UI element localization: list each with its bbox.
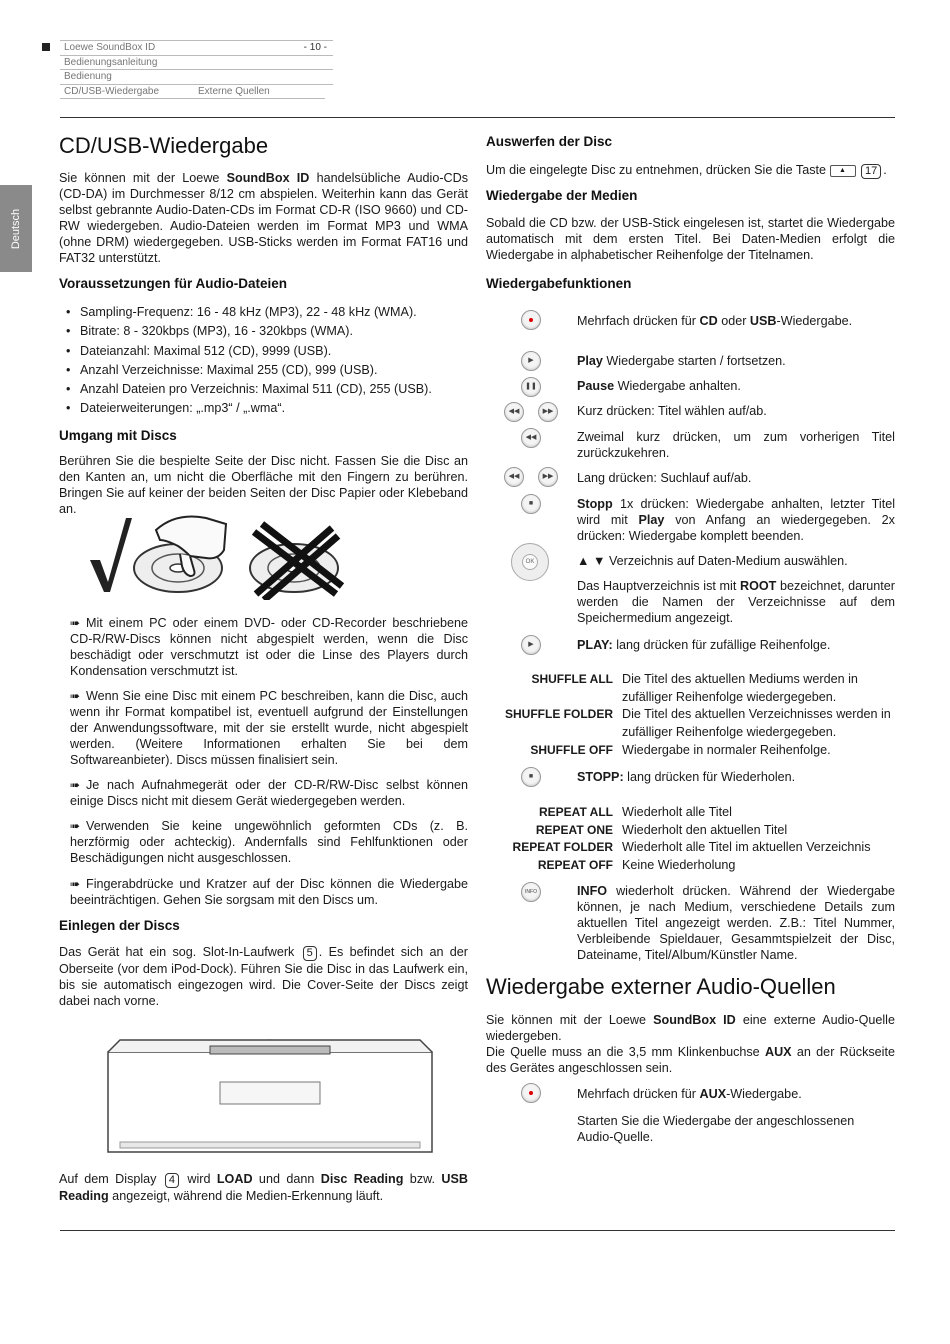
- list-item: • Sampling-Frequenz: 16 - 48 kHz (MP3), 22 - 48 kHz (WMA).: [60, 303, 468, 322]
- breadcrumb-external: Externe Quellen: [198, 86, 270, 97]
- fast-forward-button-icon: ▶▶: [538, 467, 558, 487]
- language-tab: [0, 185, 32, 272]
- play-button-icon: ▶: [521, 635, 541, 655]
- device-slot-illustration: [100, 1012, 440, 1162]
- rewind-button-icon: ◀◀: [504, 467, 524, 487]
- page-number: - 10 -: [303, 42, 327, 53]
- repeat-all-value: Wiederholt alle Titel: [622, 805, 732, 819]
- arrow-up-down-icon: ▲ ▼: [577, 554, 606, 568]
- repeat-folder-value: Wiederholt alle Titel im aktuellen Verzeichnis: [622, 840, 871, 854]
- functions-heading: Wiedergabefunktionen: [486, 276, 632, 291]
- arrow-icon: ➠: [70, 616, 81, 630]
- func-shuffle: PLAY: lang drücken für zufällige Reihenfolge.: [577, 638, 831, 652]
- display-paragraph: Auf dem Display 4 wird LOAD und dann Disc Reading bzw. USB Reading angezeigt, während die Medien-Erkennung läuft.: [59, 1172, 468, 1203]
- callout-number: 4: [165, 1173, 179, 1188]
- func-aux: Mehrfach drücken für AUX-Wiedergabe.: [577, 1087, 802, 1101]
- eject-heading: Auswerfen der Disc: [486, 134, 613, 149]
- repeat-off-value: Keine Wiederholung: [622, 858, 736, 872]
- source-button-icon: [521, 1083, 541, 1103]
- breadcrumb-cd-usb: CD/USB-Wiedergabe: [64, 86, 160, 97]
- info-button-icon: INFO: [521, 882, 541, 902]
- shuffle-folder-key: SHUFFLE FOLDER: [505, 707, 613, 721]
- repeat-one-key: REPEAT ONE: [535, 823, 613, 837]
- section-title-external: Wiedergabe externer Audio-Quellen: [486, 974, 836, 999]
- func-stop: Stopp 1x drücken: Wiedergabe anhalten, letzter Titel wird mit Play von Anfang an wiedergegeben. 2x drücken: Wiedergabe komplett beenden.: [577, 497, 895, 543]
- shuffle-all-value: Die Titel des aktuellen Mediums werden in zufälliger Reihenfolge wiedergegeben.: [622, 672, 858, 704]
- func-repeat: STOPP: lang drücken für Wiederholen.: [577, 770, 796, 784]
- func-previous: Zweimal kurz drücken, um zum vorherigen Titel zurückzukehren.: [577, 430, 895, 460]
- section-title-cd-usb: CD/USB-Wiedergabe: [59, 133, 269, 158]
- external-paragraph-1: Sie können mit der Loewe SoundBox ID eine externe Audio-Quelle wiedergeben.: [486, 1013, 895, 1043]
- list-item: • Dateianzahl: Maximal 512 (CD), 9999 (USB).: [60, 342, 468, 361]
- media-heading: Wiedergabe der Medien: [486, 188, 638, 203]
- repeat-folder-key: REPEAT FOLDER: [512, 840, 613, 854]
- pause-button-icon: ❚❚: [521, 377, 541, 397]
- list-item: • Anzahl Verzeichnisse: Maximal 255 (CD), 999 (USB).: [60, 361, 468, 380]
- func-search: Lang drücken: Suchlauf auf/ab.: [577, 471, 752, 485]
- header-square-marker: [42, 43, 50, 51]
- insert-heading: Einlegen der Discs: [59, 918, 180, 933]
- arrow-icon: ➠: [70, 819, 81, 833]
- eject-paragraph: Um die eingelegte Disc zu entnehmen, drücken Sie die Taste ▲ 17 .: [486, 163, 887, 177]
- shuffle-all-key: SHUFFLE ALL: [531, 672, 613, 686]
- list-item: • Anzahl Dateien pro Verzeichnis: Maximal 511 (CD), 255 (USB).: [60, 380, 468, 399]
- func-pause: Pause Wiedergabe anhalten.: [577, 379, 741, 393]
- note-2: ➠ Wenn Sie eine Disc mit einem PC beschreiben, kann die Disc, auch wenn ihr Format kompatibel ist, eventuell aufgrund der Einstellungen der Anwendungssoftware, mit der sie erstellt wurde, nicht abgespielt werden. (Weitere Informationen erhalten Sie bei dem Softwareanbieter). Discs müssen finalisiert sein.: [70, 689, 468, 767]
- requirements-heading: Voraussetzungen für Audio-Dateien: [59, 276, 288, 291]
- previous-button-icon: ◀◀: [504, 402, 524, 422]
- func-root: Das Hauptverzeichnis ist mit ROOT bezeichnet, darunter werden die Namen der Verzeichnisse auf dem Speichermedium angezeigt.: [577, 579, 895, 625]
- media-paragraph: Sobald die CD bzw. der USB-Stick eingelesen ist, startet die Wiedergabe automatisch mit dem ersten Titel. Bei Daten-Medien erfolgt die Wiedergabe in alphabetischer Reihenfolge der Titelnamen.: [486, 216, 895, 262]
- callout-number: 5: [303, 946, 317, 961]
- intro-paragraph: Sie können mit der Loewe SoundBox ID handelsübliche Audio-CDs (CD-DA) im Durchmesser 8/12 cm abspielen. Weiterhin kann das Gerät selbst gebrannte Audio-Daten-CDs im Format CD-R (ISO 9660) und CD-RW wiedergeben. Audio-Dateien werden im Format MP3 und WMA (ohne DRM) wiedergegeben. USB-Sticks werden im Format FAT16 und FAT32 unterstützt.: [59, 171, 469, 265]
- func-skip: Kurz drücken: Titel wählen auf/ab.: [577, 404, 767, 418]
- repeat-all-key: REPEAT ALL: [539, 805, 613, 819]
- header-bottom-line: [60, 98, 325, 99]
- discs-heading: Umgang mit Discs: [59, 428, 177, 443]
- eject-key-icon: ▲: [830, 165, 856, 177]
- external-paragraph-2: Die Quelle muss an die 3,5 mm Klinkenbuchse AUX an der Rückseite des Gerätes angeschlossen sein.: [486, 1045, 895, 1075]
- top-rule: [60, 117, 895, 118]
- list-item: • Dateierweiterungen: „.mp3“ / „.wma“.: [60, 399, 468, 418]
- func-folder: ▲ ▼ Verzeichnis auf Daten-Medium auswählen.: [577, 554, 848, 568]
- header-breadcrumb: [60, 84, 333, 99]
- shuffle-folder-value: Die Titel des aktuellen Verzeichnisses werden in zufälliger Reihenfolge wiedergegeben.: [622, 707, 891, 739]
- previous-button-icon: ◀◀: [521, 428, 541, 448]
- note-3: ➠ Je nach Aufnahmegerät oder der CD-R/RW-Disc selbst können einige Discs nicht mit diesem Gerät wiedergegeben werden.: [70, 778, 468, 808]
- note-5: ➠ Fingerabdrücke und Kratzer auf der Disc können die Wiedergabe beeinträchtigen. Gehen Sie sorgsam mit den Discs um.: [70, 877, 468, 907]
- header-section: Bedienung: [60, 69, 333, 84]
- header-product-name: Loewe SoundBox ID: [64, 42, 156, 53]
- insert-paragraph: Das Gerät hat ein sog. Slot-In-Laufwerk 5 . Es befindet sich an der Oberseite (vor dem iPod-Dock). Führen Sie die Disc in das Laufwerk ein, bis sie automatisch eingezogen wird. Die Cover-Seite der Discs zeigt dabei nach vorne.: [59, 945, 468, 1008]
- next-button-icon: ▶▶: [538, 402, 558, 422]
- func-aux-start: Starten Sie die Wiedergabe der angeschlossenen Audio-Quelle.: [577, 1114, 855, 1144]
- shuffle-off-key: SHUFFLE OFF: [530, 743, 613, 757]
- note-4: ➠ Verwenden Sie keine ungewöhnlich geformten CDs (z. B. herzförmig oder achteckig). Andernfalls sind Fehlfunktionen oder Beschädigungen nicht ausgeschlossen.: [70, 819, 468, 865]
- play-button-icon: ▶: [521, 351, 541, 371]
- note-1: ➠ Mit einem PC oder einem DVD- oder CD-Recorder beschriebene CD-R/RW-Discs können nicht abgespielt werden, wenn die Disc beschädigt oder verschmutzt ist oder die Linse des Players durch Kondensation verschmutzt ist.: [70, 616, 468, 678]
- navigation-wheel-icon: OK: [511, 543, 549, 581]
- stop-button-icon: ■: [521, 767, 541, 787]
- list-item: • Bitrate: 8 - 320kbps (MP3), 16 - 320kbps (WMA).: [60, 322, 468, 341]
- func-source: Mehrfach drücken für CD oder USB-Wiedergabe.: [577, 314, 853, 328]
- repeat-one-value: Wiederholt den aktuellen Titel: [622, 823, 788, 837]
- disc-handling-illustration: [86, 510, 346, 600]
- header-manual: Bedienungsanleitung: [60, 55, 333, 70]
- source-button-icon: [521, 310, 541, 330]
- requirements-list: [60, 303, 468, 419]
- shuffle-off-value: Wiedergabe in normaler Reihenfolge.: [622, 743, 831, 757]
- discs-paragraph: Berühren Sie die bespielte Seite der Disc nicht. Fassen Sie die Disc an den Kanten an, um nicht die Oberfläche mit den Fingern zu berühren. Bringen Sie auf keiner der beiden Seiten der Disc Papier oder Klebeband an.: [59, 454, 468, 516]
- arrow-icon: ➠: [70, 778, 81, 792]
- func-play: Play Wiedergabe starten / fortsetzen.: [577, 354, 786, 368]
- language-tab-label: Deutsch: [10, 208, 22, 249]
- callout-number: 17: [861, 164, 881, 179]
- stop-button-icon: ■: [521, 494, 541, 514]
- bottom-rule: [60, 1230, 895, 1231]
- arrow-icon: ➠: [70, 877, 81, 891]
- header-product: [60, 40, 333, 55]
- func-info: INFO wiederholt drücken. Während der Wiedergabe können, je nach Medium, verschiedene Details zum aktuellen Titel angezeigt werden. Z.B.: Titel Nummer, Verbleibende Spieldauer, Gesammtspielzeit der Disc, Dateiname, Titel/Album/Künstler Name.: [577, 884, 895, 962]
- arrow-icon: ➠: [70, 689, 81, 703]
- repeat-off-key: REPEAT OFF: [537, 858, 613, 872]
- check-mark-icon: [90, 518, 132, 592]
